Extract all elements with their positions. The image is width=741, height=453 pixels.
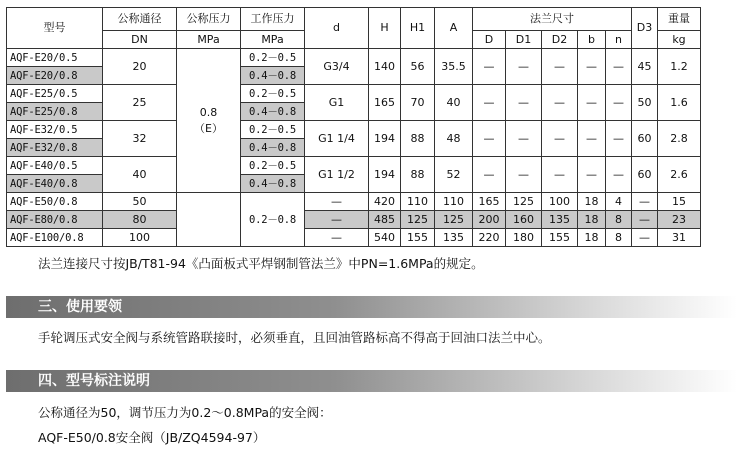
flange-b-cell: — <box>578 157 606 193</box>
wp-cell: 0.4－0.8 <box>241 67 305 85</box>
d3-cell: 60 <box>632 121 658 157</box>
weight-cell: 15 <box>658 193 701 211</box>
header-flange-D: D <box>473 31 506 49</box>
d-cell: — <box>305 211 369 229</box>
h1-cell: 155 <box>401 229 435 247</box>
flange-n-cell: — <box>606 157 632 193</box>
model-cell: AQF-E100/0.8 <box>7 229 103 247</box>
dn-cell: 80 <box>103 211 177 229</box>
wp-cell: 0.4－0.8 <box>241 139 305 157</box>
flange-n-cell: 8 <box>606 229 632 247</box>
d3-cell: 60 <box>632 157 658 193</box>
h1-cell: 56 <box>401 49 435 85</box>
d-cell: G1 <box>305 85 369 121</box>
flange-b-cell: — <box>578 121 606 157</box>
header-d: d <box>305 8 369 49</box>
section-usage-header: 三、使用要领 <box>6 296 737 318</box>
flange-D-cell: — <box>473 121 506 157</box>
h-cell: 165 <box>369 85 401 121</box>
flange-D1-cell: — <box>506 85 542 121</box>
header-flange-b: b <box>578 31 606 49</box>
wp-cell: 0.4－0.8 <box>241 103 305 121</box>
header-h1: H1 <box>401 8 435 49</box>
flange-D-cell: — <box>473 157 506 193</box>
header-flange: 法兰尺寸 <box>473 8 632 31</box>
h-cell: 194 <box>369 121 401 157</box>
d3-cell: 50 <box>632 85 658 121</box>
model-cell: AQF-E40/0.8 <box>7 175 103 193</box>
header-a: A <box>435 8 473 49</box>
flange-D1-cell: — <box>506 121 542 157</box>
flange-D-cell: 200 <box>473 211 506 229</box>
wp-cell: 0.2－0.5 <box>241 121 305 139</box>
flange-n-cell: — <box>606 49 632 85</box>
model-cell: AQF-E25/0.8 <box>7 103 103 121</box>
model-cell: AQF-E25/0.5 <box>7 85 103 103</box>
d-cell: — <box>305 193 369 211</box>
usage-text: 手轮调压式安全阀与系统管路联接时，必须垂直，且回油管路标高不得高于回油口法兰中心。 <box>38 330 551 345</box>
weight-cell: 1.2 <box>658 49 701 85</box>
d3-cell: — <box>632 229 658 247</box>
flange-b-cell: — <box>578 85 606 121</box>
weight-cell: 2.8 <box>658 121 701 157</box>
flange-D2-cell: — <box>542 157 578 193</box>
h-cell: 194 <box>369 157 401 193</box>
a-cell: 40 <box>435 85 473 121</box>
header-h: H <box>369 8 401 49</box>
model-cell: AQF-E40/0.5 <box>7 157 103 175</box>
header-model: 型号 <box>7 8 103 49</box>
a-cell: 35.5 <box>435 49 473 85</box>
header-wp: 工作压力 <box>241 8 305 31</box>
a-cell: 135 <box>435 229 473 247</box>
header-dn: 公称通径 <box>103 8 177 31</box>
d-cell: G1 1/4 <box>305 121 369 157</box>
flange-n-cell: — <box>606 121 632 157</box>
header-flange-n: n <box>606 31 632 49</box>
d3-cell: — <box>632 193 658 211</box>
flange-D2-cell: — <box>542 85 578 121</box>
model-cell: AQF-E32/0.8 <box>7 139 103 157</box>
flange-D-cell: — <box>473 85 506 121</box>
flange-D2-cell: — <box>542 49 578 85</box>
flange-D2-cell: — <box>542 121 578 157</box>
flange-D-cell: — <box>473 49 506 85</box>
d3-cell: 45 <box>632 49 658 85</box>
flange-D1-cell: — <box>506 49 542 85</box>
flange-D-cell: 165 <box>473 193 506 211</box>
d-cell: G1 1/2 <box>305 157 369 193</box>
model-cell: AQF-E20/0.5 <box>7 49 103 67</box>
pn-note: （E） <box>194 121 223 135</box>
a-cell: 125 <box>435 211 473 229</box>
dn-cell: 100 <box>103 229 177 247</box>
flange-b-cell: — <box>578 49 606 85</box>
d3-cell: — <box>632 211 658 229</box>
flange-D1-cell: 160 <box>506 211 542 229</box>
wp-cell: 0.2－0.5 <box>241 157 305 175</box>
h-cell: 485 <box>369 211 401 229</box>
a-cell: 110 <box>435 193 473 211</box>
pn-cell <box>177 49 241 193</box>
model-cell: AQF-E80/0.8 <box>7 211 103 229</box>
flange-D1-cell: 180 <box>506 229 542 247</box>
flange-D1-cell: 125 <box>506 193 542 211</box>
d-cell: — <box>305 229 369 247</box>
h1-cell: 88 <box>401 121 435 157</box>
header-weight-unit: kg <box>658 31 701 49</box>
header-flange-D2: D2 <box>542 31 578 49</box>
header-wp-unit: MPa <box>241 31 305 49</box>
pn-blank-cell <box>177 193 241 247</box>
flange-b-cell: 18 <box>578 193 606 211</box>
header-weight: 重量 <box>658 8 701 31</box>
dn-cell: 50 <box>103 193 177 211</box>
dn-cell: 40 <box>103 157 177 193</box>
model-cell: AQF-E32/0.5 <box>7 121 103 139</box>
h-cell: 540 <box>369 229 401 247</box>
h1-cell: 110 <box>401 193 435 211</box>
flange-n-cell: 4 <box>606 193 632 211</box>
header-flange-D1: D1 <box>506 31 542 49</box>
flange-b-cell: 18 <box>578 211 606 229</box>
wp-cell: 0.4－0.8 <box>241 175 305 193</box>
h1-cell: 88 <box>401 157 435 193</box>
flange-D1-cell: — <box>506 157 542 193</box>
d-cell: G3/4 <box>305 49 369 85</box>
flange-D2-cell: 135 <box>542 211 578 229</box>
dn-cell: 25 <box>103 85 177 121</box>
flange-b-cell: 18 <box>578 229 606 247</box>
flange-D2-cell: 155 <box>542 229 578 247</box>
dn-cell: 20 <box>103 49 177 85</box>
flange-n-cell: — <box>606 85 632 121</box>
wp-cell: 0.2－0.8 <box>241 193 305 247</box>
h-cell: 420 <box>369 193 401 211</box>
pn-value: 0.8 <box>199 105 218 119</box>
model-cell: AQF-E20/0.8 <box>7 67 103 85</box>
model-cell: AQF-E50/0.8 <box>7 193 103 211</box>
h1-cell: 125 <box>401 211 435 229</box>
header-pn-unit: MPa <box>177 31 241 49</box>
section-model-marking-header: 四、型号标注说明 <box>6 370 737 392</box>
h-cell: 140 <box>369 49 401 85</box>
a-cell: 52 <box>435 157 473 193</box>
wp-cell: 0.2－0.5 <box>241 49 305 67</box>
header-pn: 公称压力 <box>177 8 241 31</box>
header-d3: D3 <box>632 8 658 49</box>
weight-cell: 2.6 <box>658 157 701 193</box>
flange-n-cell: 8 <box>606 211 632 229</box>
flange-standard-note: 法兰连接尺寸按JB/T81-94《凸面板式平焊钢制管法兰》中PN=1.6MPa的规定。 <box>38 256 484 271</box>
weight-cell: 1.6 <box>658 85 701 121</box>
marking-example-code: AQF-E50/0.8安全阀（JB/ZQ4594-97） <box>38 430 266 445</box>
flange-D-cell: 220 <box>473 229 506 247</box>
h1-cell: 70 <box>401 85 435 121</box>
weight-cell: 23 <box>658 211 701 229</box>
weight-cell: 31 <box>658 229 701 247</box>
wp-cell: 0.2－0.5 <box>241 85 305 103</box>
flange-D2-cell: 100 <box>542 193 578 211</box>
marking-example-description: 公称通径为50，调节压力为0.2～0.8MPa的安全阀： <box>38 405 332 420</box>
spec-table <box>6 7 701 247</box>
a-cell: 48 <box>435 121 473 157</box>
dn-cell: 32 <box>103 121 177 157</box>
header-dn-unit: DN <box>103 31 177 49</box>
